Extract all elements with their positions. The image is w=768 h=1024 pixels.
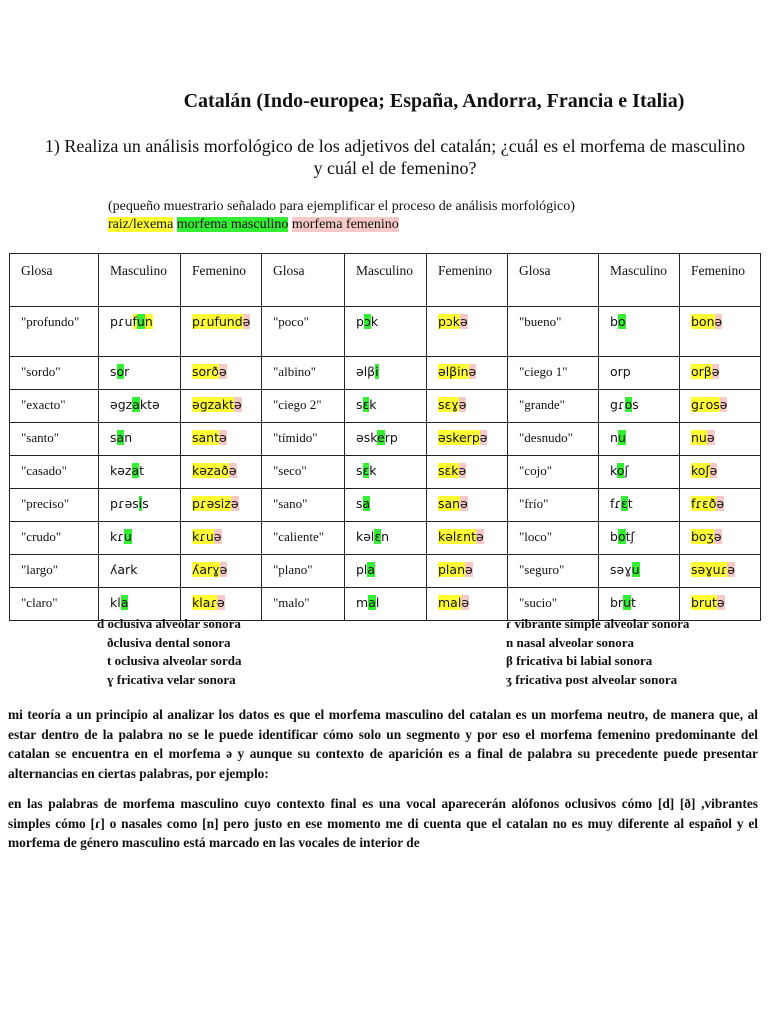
root-segment: gɾos xyxy=(691,397,720,412)
root-segment: kəzað xyxy=(192,463,229,478)
root-segment: pɔk xyxy=(438,314,461,329)
feminine-segment: ə xyxy=(706,430,715,445)
table-row xyxy=(10,522,761,555)
masculine-cell xyxy=(599,307,680,357)
gloss-cell xyxy=(10,456,99,489)
masculine-cell xyxy=(99,522,181,555)
feminine-segment: ə xyxy=(713,529,722,544)
root-segment: nu xyxy=(691,430,707,445)
feminine-segment: ə xyxy=(234,397,242,412)
gloss-cell xyxy=(10,307,99,357)
root-segment: sɛɣ xyxy=(438,397,459,412)
feminine-segment: ə xyxy=(460,314,468,329)
plain-segment: ʃ xyxy=(624,463,629,478)
gloss-cell xyxy=(262,588,345,621)
root-segment: bon xyxy=(691,314,715,329)
legend-item: d oclusiva alveolar sonora xyxy=(97,616,241,631)
feminine-segment: ə xyxy=(460,496,468,511)
header-feminine: Femenino xyxy=(181,254,262,307)
root-segment: koʃ xyxy=(691,463,710,478)
table-header-row xyxy=(10,254,761,307)
plain-segment: s xyxy=(632,397,639,412)
gloss-cell xyxy=(262,307,345,357)
plain-segment: "ciego 1" xyxy=(519,364,568,379)
gloss-cell xyxy=(10,489,99,522)
feminine-segment: ə xyxy=(727,562,735,577)
masculine-segment: o xyxy=(617,529,626,544)
feminine-cell xyxy=(181,489,262,522)
masculine-segment: ɛ xyxy=(362,397,370,412)
feminine-segment: ə xyxy=(458,463,467,478)
adjective-table xyxy=(9,253,761,621)
root-segment: n xyxy=(144,314,153,329)
plain-segment: n xyxy=(610,430,618,445)
plain-segment: t xyxy=(631,595,636,610)
masculine-segment: o xyxy=(616,463,625,478)
gloss-cell xyxy=(508,489,599,522)
root-segment: əskerp xyxy=(438,430,480,445)
root-segment: əlβin xyxy=(438,364,469,379)
masculine-segment: i xyxy=(138,496,143,511)
plain-segment: "loco" xyxy=(519,529,552,544)
plain-segment: br xyxy=(610,595,624,610)
gloss-cell xyxy=(10,588,99,621)
plain-segment: səɣ xyxy=(610,562,632,577)
masculine-segment: a xyxy=(131,463,140,478)
key-feminine-morpheme: morfema femenino xyxy=(291,217,399,232)
table-row xyxy=(10,555,761,588)
masculine-cell xyxy=(99,390,181,423)
masculine-segment: ɔ xyxy=(363,314,371,329)
plain-segment: "plano" xyxy=(273,562,313,577)
feminine-cell xyxy=(181,423,262,456)
masculine-cell xyxy=(345,456,427,489)
header-gloss: Glosa xyxy=(10,254,99,307)
masculine-cell xyxy=(345,522,427,555)
legend-item: ɾ vibrante simple alveolar sonora xyxy=(506,616,690,631)
plain-segment: ʎark xyxy=(110,562,138,577)
root-segment: əgzakt xyxy=(192,397,234,412)
feminine-segment: ə xyxy=(714,314,723,329)
masculine-cell xyxy=(599,522,680,555)
header-gloss: Glosa xyxy=(262,254,345,307)
masculine-segment: u xyxy=(631,562,640,577)
masculine-cell xyxy=(99,423,181,456)
plain-segment: "santo" xyxy=(21,430,60,445)
key-masculine-morpheme: morfema masculino xyxy=(176,217,289,232)
root-segment: f xyxy=(132,314,137,329)
plain-segment: "casado" xyxy=(21,463,67,478)
legend-item: t oclusiva alveolar sorda xyxy=(107,653,242,668)
plain-segment: əgz xyxy=(110,397,133,412)
root-segment: sorð xyxy=(192,364,219,379)
plain-segment: "preciso" xyxy=(21,496,70,511)
root-segment: ʎarɣ xyxy=(192,562,220,577)
plain-segment: ktə xyxy=(139,397,160,412)
plain-segment: r xyxy=(124,364,130,379)
masculine-segment: u xyxy=(136,314,145,329)
feminine-segment: ə xyxy=(230,496,239,511)
masculine-cell xyxy=(599,489,680,522)
key-root-lexeme: raiz/lexema xyxy=(108,217,174,232)
masculine-segment: ɛ xyxy=(374,529,382,544)
feminine-cell xyxy=(181,357,262,390)
root-segment: səɣuɾ xyxy=(691,562,728,577)
feminine-segment: ə xyxy=(479,430,488,445)
plain-segment: "seguro" xyxy=(519,562,565,577)
color-key xyxy=(108,216,575,234)
plain-segment: fɾ xyxy=(610,496,622,511)
masculine-segment: i xyxy=(375,364,379,379)
gloss-cell xyxy=(10,390,99,423)
plain-segment: k xyxy=(369,463,377,478)
masculine-cell xyxy=(99,489,181,522)
plain-segment: p xyxy=(356,314,364,329)
masculine-segment: e xyxy=(377,430,385,445)
plain-segment: əsk xyxy=(356,430,377,445)
feminine-segment: ə xyxy=(458,397,467,412)
gloss-cell xyxy=(262,456,345,489)
plain-segment: s xyxy=(110,430,117,445)
root-segment: boʒ xyxy=(691,529,714,544)
legend-item: β fricativa bi labial sonora xyxy=(506,653,653,668)
feminine-cell xyxy=(680,307,761,357)
feminine-cell xyxy=(427,555,508,588)
feminine-segment: ə xyxy=(218,364,227,379)
header-gloss: Glosa xyxy=(508,254,599,307)
feminine-cell xyxy=(427,390,508,423)
feminine-segment: ə xyxy=(711,364,720,379)
root-segment: kəlɛnt xyxy=(438,529,476,544)
masculine-segment: u xyxy=(123,529,132,544)
plain-segment: tʃ xyxy=(625,529,635,544)
root-segment: orβ xyxy=(691,364,712,379)
gloss-cell xyxy=(262,390,345,423)
masculine-cell xyxy=(599,390,680,423)
masculine-cell xyxy=(99,555,181,588)
table-row xyxy=(10,489,761,522)
feminine-cell xyxy=(427,522,508,555)
plain-segment: t xyxy=(139,463,145,478)
legend-left xyxy=(97,615,241,689)
table-row xyxy=(10,423,761,456)
plain-segment: s xyxy=(356,496,363,511)
gloss-cell xyxy=(262,357,345,390)
plain-segment: b xyxy=(610,529,618,544)
gloss-cell xyxy=(508,307,599,357)
plain-segment: kəl xyxy=(356,529,375,544)
table-row xyxy=(10,390,761,423)
feminine-segment: ə xyxy=(719,397,728,412)
root-segment: sɛk xyxy=(438,463,459,478)
header-feminine: Femenino xyxy=(680,254,761,307)
feminine-cell xyxy=(680,588,761,621)
plain-segment: pɾəs xyxy=(110,496,139,511)
plain-segment: "frío" xyxy=(519,496,549,511)
masculine-segment: a xyxy=(367,562,376,577)
root-segment: pɾufund xyxy=(192,314,243,329)
feminine-cell xyxy=(181,555,262,588)
legend-item: n nasal alveolar sonora xyxy=(506,634,634,650)
plain-segment: kəz xyxy=(110,463,132,478)
page-title: Catalán (Indo-europea; España, Andorra, Francia e Italia) xyxy=(183,90,685,112)
plain-segment: "sordo" xyxy=(21,364,61,379)
gloss-cell xyxy=(508,456,599,489)
plain-segment: "sano" xyxy=(273,496,308,511)
legend-item: ðclusiva dental sonora xyxy=(107,634,231,650)
feminine-cell xyxy=(680,357,761,390)
plain-segment: "malo" xyxy=(273,595,310,610)
plain-segment: k xyxy=(369,397,377,412)
gloss-cell xyxy=(508,423,599,456)
masculine-cell xyxy=(599,357,680,390)
plain-segment: b xyxy=(610,314,618,329)
gloss-cell xyxy=(508,357,599,390)
feminine-segment: ə xyxy=(213,529,222,544)
masculine-segment: a xyxy=(116,430,125,445)
plain-segment: "caliente" xyxy=(273,529,325,544)
feminine-segment: ə xyxy=(468,364,477,379)
feminine-cell xyxy=(181,307,262,357)
gloss-cell xyxy=(10,555,99,588)
masculine-segment: ɛ xyxy=(621,496,628,511)
plain-segment: k xyxy=(370,314,379,329)
feminine-cell xyxy=(427,456,508,489)
feminine-cell xyxy=(680,522,761,555)
legend-right xyxy=(506,615,689,689)
gloss-cell xyxy=(10,357,99,390)
masculine-cell xyxy=(99,357,181,390)
plain-segment: "claro" xyxy=(21,595,58,610)
masculine-segment: o xyxy=(617,314,626,329)
plain-segment: "tímido" xyxy=(273,430,318,445)
masculine-cell xyxy=(599,423,680,456)
feminine-cell xyxy=(680,555,761,588)
masculine-cell xyxy=(345,489,427,522)
root-segment: mal xyxy=(438,595,462,610)
feminine-segment: ə xyxy=(219,562,228,577)
plain-segment: "exacto" xyxy=(21,397,66,412)
root-segment: kɾu xyxy=(192,529,214,544)
masculine-cell xyxy=(345,423,427,456)
header-masculine: Masculino xyxy=(599,254,680,307)
masculine-cell xyxy=(345,555,427,588)
feminine-segment: ə xyxy=(716,595,725,610)
plain-segment: "ciego 2" xyxy=(273,397,322,412)
masculine-cell xyxy=(99,456,181,489)
masculine-cell xyxy=(599,456,680,489)
masculine-segment: a xyxy=(132,397,140,412)
table-body xyxy=(10,307,761,621)
analysis-paragraph-1: mi teoría a un principio al analizar los datos es que el morfema masculino del catalan es un morfema neutro, de manera que, al estar dentro de la palabra no se le puede identificar cómo solo un segmento y por eso el morfema femenino predominante del catalan se encuentra en el morfema ə y aunque su contexto de aparición es a final de palabra su precedente puede presentar alternancias en ciertas palabras, por ejemplo: xyxy=(8,707,758,781)
plain-segment: "sucio" xyxy=(519,595,558,610)
plain-segment: pl xyxy=(356,562,368,577)
feminine-cell xyxy=(680,489,761,522)
masculine-segment: o xyxy=(116,364,125,379)
feminine-cell xyxy=(680,390,761,423)
plain-segment: "profundo" xyxy=(21,314,80,329)
highlight-note xyxy=(108,198,575,234)
plain-segment: n xyxy=(124,430,133,445)
feminine-segment: ə xyxy=(465,562,473,577)
masculine-segment: u xyxy=(617,430,626,445)
feminine-segment: ə xyxy=(228,463,237,478)
header-masculine: Masculino xyxy=(345,254,427,307)
plain-segment: s xyxy=(142,496,149,511)
table-row xyxy=(10,456,761,489)
plain-segment: n xyxy=(381,529,390,544)
question-text: 1) Realiza un análisis morfológico de los adjetivos del catalán; ¿cuál es el morfema de masculino y cuál el de femenino? xyxy=(44,136,746,178)
masculine-segment: u xyxy=(623,595,632,610)
masculine-cell xyxy=(345,588,427,621)
table-row xyxy=(10,307,761,357)
root-segment: klaɾ xyxy=(192,595,217,610)
masculine-segment: a xyxy=(362,496,371,511)
gloss-cell xyxy=(262,555,345,588)
masculine-segment: a xyxy=(120,595,129,610)
feminine-cell xyxy=(427,307,508,357)
feminine-segment: ə xyxy=(716,496,725,511)
masculine-cell xyxy=(99,307,181,357)
gloss-cell xyxy=(262,489,345,522)
plain-segment: s xyxy=(356,463,363,478)
header-feminine: Femenino xyxy=(427,254,508,307)
legend-item: ʒ fricativa post alveolar sonora xyxy=(506,671,678,687)
plain-segment: "largo" xyxy=(21,562,59,577)
plain-segment: s xyxy=(110,364,117,379)
root-segment: sant xyxy=(192,430,219,445)
feminine-cell xyxy=(181,456,262,489)
plain-segment: "grande" xyxy=(519,397,565,412)
plain-segment: kɾ xyxy=(110,529,124,544)
gloss-cell xyxy=(508,522,599,555)
gloss-cell xyxy=(508,555,599,588)
masculine-cell xyxy=(345,307,427,357)
legend-item: ɣ fricativa velar sonora xyxy=(107,671,236,687)
plain-segment: pɾu xyxy=(110,314,133,329)
plain-segment: s xyxy=(356,397,363,412)
root-segment: san xyxy=(438,496,461,511)
masculine-segment: a xyxy=(368,595,376,610)
plain-segment: "albino" xyxy=(273,364,317,379)
plain-segment: kl xyxy=(110,595,121,610)
feminine-cell xyxy=(181,522,262,555)
plain-segment: "cojo" xyxy=(519,463,552,478)
note-description: (pequeño muestrario señalado para ejemplificar el proceso de análisis morfológico) xyxy=(108,199,575,214)
masculine-cell xyxy=(345,357,427,390)
root-segment: brut xyxy=(691,595,717,610)
plain-segment: gɾ xyxy=(610,397,625,412)
feminine-cell xyxy=(427,588,508,621)
plain-segment: rp xyxy=(384,430,398,445)
root-segment: fɾɛð xyxy=(691,496,717,511)
feminine-segment: ə xyxy=(709,463,718,478)
plain-segment: "desnudo" xyxy=(519,430,573,445)
root-segment: pɾəsiz xyxy=(192,496,231,511)
masculine-segment: o xyxy=(624,397,633,412)
plain-segment: əlβ xyxy=(356,364,376,379)
feminine-cell xyxy=(427,489,508,522)
feminine-segment: ə xyxy=(461,595,470,610)
feminine-cell xyxy=(680,456,761,489)
root-segment: plan xyxy=(438,562,465,577)
table-row xyxy=(10,357,761,390)
gloss-cell xyxy=(262,423,345,456)
plain-segment: "bueno" xyxy=(519,314,562,329)
feminine-segment: ə xyxy=(219,430,227,445)
feminine-segment: ə xyxy=(242,314,251,329)
plain-segment: l xyxy=(375,595,380,610)
gloss-cell xyxy=(10,522,99,555)
gloss-cell xyxy=(10,423,99,456)
masculine-segment: ɛ xyxy=(362,463,370,478)
plain-segment: "seco" xyxy=(273,463,307,478)
masculine-cell xyxy=(345,390,427,423)
feminine-cell xyxy=(427,357,508,390)
plain-segment: m xyxy=(356,595,369,610)
gloss-cell xyxy=(508,390,599,423)
gloss-cell xyxy=(262,522,345,555)
plain-segment: t xyxy=(627,496,633,511)
header-masculine: Masculino xyxy=(99,254,181,307)
feminine-cell xyxy=(680,423,761,456)
feminine-cell xyxy=(181,390,262,423)
plain-segment: k xyxy=(610,463,617,478)
analysis-paragraph-2: en las palabras de morfema masculino cuyo contexto final es una vocal aparecerán alófonos oclusivos cómo [d] [ð] ,vibrantes simples cómo [ɾ] o nasales como [n] pero justo en ese momento me di cuenta que el catalan no es muy diferente al español y el morfema de género masculino está marcado en las vocales de interior de xyxy=(8,796,758,850)
feminine-cell xyxy=(427,423,508,456)
feminine-segment: ə xyxy=(475,529,484,544)
plain-segment: orp xyxy=(610,364,631,379)
plain-segment: "poco" xyxy=(273,314,309,329)
plain-segment: "crudo" xyxy=(21,529,62,544)
feminine-segment: ə xyxy=(217,595,225,610)
masculine-cell xyxy=(599,555,680,588)
